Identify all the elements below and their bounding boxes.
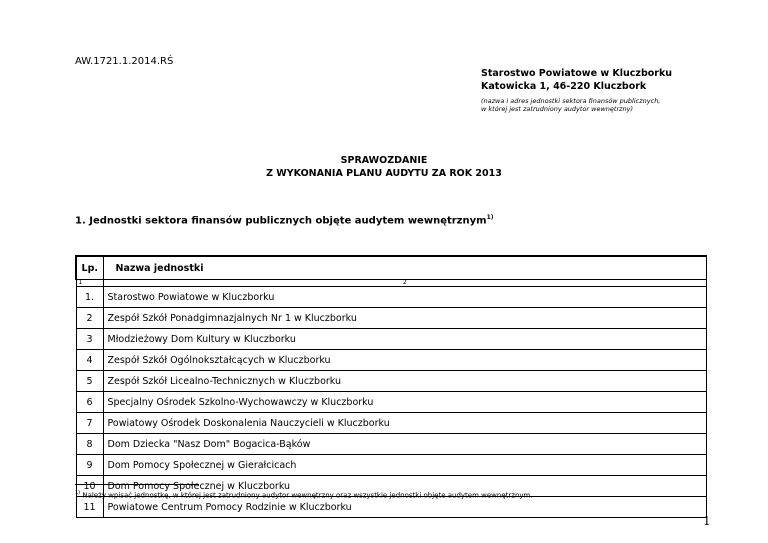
row-lp: 9 bbox=[76, 455, 103, 476]
row-lp: 8 bbox=[76, 434, 103, 455]
row-unit-name: Zespół Szkół Ogólnokształcących w Kluczborku bbox=[103, 350, 707, 371]
row-unit-name: Dom Pomocy Społecznej w Gierałcicach bbox=[103, 455, 707, 476]
table-row bbox=[76, 287, 707, 308]
table-row bbox=[76, 434, 707, 455]
footnote-separator bbox=[75, 484, 199, 485]
table-row bbox=[76, 455, 707, 476]
row-unit-name: Dom Dziecka "Nasz Dom" Bogacica-Bąków bbox=[103, 434, 707, 455]
row-unit-name: Zespół Szkół Ponadgimnazjalnych Nr 1 w Kluczborku bbox=[103, 308, 707, 329]
report-title-line-1: SPRAWOZDANIE bbox=[340, 155, 428, 166]
section-heading bbox=[75, 214, 493, 226]
row-lp: 10 bbox=[76, 476, 103, 497]
row-unit-name: Specjalny Ośrodek Szkolno-Wychowawczy w Kluczborku bbox=[103, 392, 707, 413]
row-lp: 2 bbox=[76, 308, 103, 329]
column-number-lp: 1 bbox=[76, 280, 103, 287]
row-lp: 1. bbox=[76, 287, 103, 308]
row-lp: 7 bbox=[76, 413, 103, 434]
row-unit-name: Powiatowe Centrum Pomocy Rodzinie w Kluczborku bbox=[103, 497, 707, 518]
table-header-row bbox=[76, 256, 707, 280]
header-name bbox=[103, 256, 707, 280]
header-name-label: Nazwa jednostki bbox=[115, 262, 204, 274]
row-unit-name: Powiatowy Ośrodek Doskonalenia Nauczycieli w Kluczborku bbox=[103, 413, 707, 434]
row-lp: 4 bbox=[76, 350, 103, 371]
row-unit-name: Zespół Szkół Licealno-Technicznych w Kluczborku bbox=[103, 371, 707, 392]
table-row bbox=[76, 371, 707, 392]
document-reference: AW.1721.1.2014.RŚ bbox=[75, 56, 174, 67]
address-line-1: Starostwo Powiatowe w Kluczborku bbox=[481, 68, 673, 79]
footnote bbox=[75, 490, 533, 499]
row-unit-name: Dom Pomocy Społecznej w Kluczborku bbox=[103, 476, 707, 497]
address-line-2: Katowicka 1, 46-220 Kluczbork bbox=[481, 81, 647, 92]
table-row bbox=[76, 413, 707, 434]
table-row bbox=[76, 329, 707, 350]
footnote-marker: 1) bbox=[75, 490, 81, 496]
row-lp: 5 bbox=[76, 371, 103, 392]
section-heading-text: 1. Jednostki sektora finansów publicznych objęte audytem wewnętrznym bbox=[75, 215, 487, 227]
header-lp: Lp. bbox=[76, 256, 103, 280]
column-number-name: 2 bbox=[103, 280, 707, 287]
units-table-body bbox=[76, 256, 707, 518]
row-lp: 11 bbox=[76, 497, 103, 518]
address-note-line-1: (nazwa i adres jednostki sektora finansów publicznych, bbox=[481, 97, 661, 105]
column-number-row bbox=[76, 280, 707, 287]
table-row bbox=[76, 350, 707, 371]
report-title-line-2: Z WYKONANIA PLANU AUDYTU ZA ROK 2013 bbox=[266, 168, 502, 179]
address-note bbox=[481, 97, 660, 113]
section-footnote-ref: 1) bbox=[486, 214, 494, 221]
row-lp: 3 bbox=[76, 329, 103, 350]
row-lp: 6 bbox=[76, 392, 103, 413]
row-unit-name: Starostwo Powiatowe w Kluczborku bbox=[103, 287, 707, 308]
footnote-text: Należy wpisać jednostkę, w której jest zatrudniony audytor wewnętrzny oraz wszystkie jednostki objęte audytem wewnętrznym. bbox=[80, 491, 533, 500]
report-title bbox=[0, 154, 768, 180]
units-table bbox=[75, 255, 707, 518]
table-row bbox=[76, 497, 707, 518]
page-number: 1 bbox=[703, 514, 711, 528]
organization-address bbox=[481, 67, 672, 93]
table-row bbox=[76, 392, 707, 413]
table-row bbox=[76, 308, 707, 329]
address-note-line-2: w której jest zatrudniony audytor wewnętrzny) bbox=[481, 105, 634, 113]
row-unit-name: Młodzieżowy Dom Kultury w Kluczborku bbox=[103, 329, 707, 350]
